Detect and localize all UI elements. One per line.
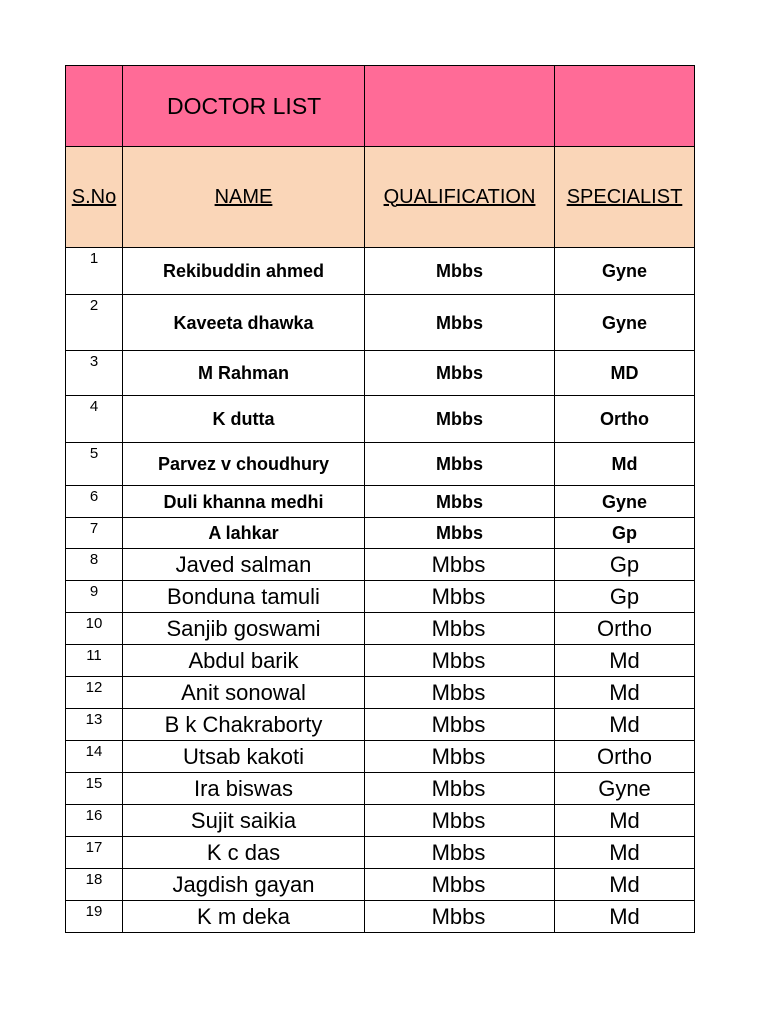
name-cell: Jagdish gayan	[123, 869, 365, 901]
specialist-cell: Md	[555, 837, 695, 869]
specialist-cell: Gyne	[555, 248, 695, 295]
table-row	[66, 773, 695, 805]
qualification-cell: Mbbs	[365, 443, 555, 486]
name-cell: Kaveeta dhawka	[123, 295, 365, 351]
specialist-cell: Ortho	[555, 741, 695, 773]
specialist-cell: Gyne	[555, 773, 695, 805]
qualification-cell: Mbbs	[365, 613, 555, 645]
name-cell: K dutta	[123, 396, 365, 443]
table-row	[66, 677, 695, 709]
sno-cell: 18	[66, 869, 123, 901]
sno-cell: 11	[66, 645, 123, 677]
qualification-cell: Mbbs	[365, 709, 555, 741]
qualification-cell: Mbbs	[365, 396, 555, 443]
name-cell: Anit sonowal	[123, 677, 365, 709]
name-cell: B k Chakraborty	[123, 709, 365, 741]
sno-cell: 9	[66, 581, 123, 613]
name-cell: Abdul barik	[123, 645, 365, 677]
sno-cell: 2	[66, 295, 123, 351]
qualification-cell: Mbbs	[365, 773, 555, 805]
specialist-cell: Gyne	[555, 295, 695, 351]
sno-cell: 8	[66, 549, 123, 581]
name-cell: Parvez v choudhury	[123, 443, 365, 486]
sno-cell: 6	[66, 486, 123, 518]
header-qualification: QUALIFICATION	[365, 147, 555, 248]
title-row	[66, 66, 695, 147]
sno-cell: 12	[66, 677, 123, 709]
qualification-cell: Mbbs	[365, 351, 555, 396]
qualification-cell: Mbbs	[365, 581, 555, 613]
name-cell: Utsab kakoti	[123, 741, 365, 773]
specialist-cell: MD	[555, 351, 695, 396]
name-cell: Duli khanna medhi	[123, 486, 365, 518]
qualification-cell: Mbbs	[365, 869, 555, 901]
specialist-cell: Gp	[555, 549, 695, 581]
name-cell: Sujit saikia	[123, 805, 365, 837]
title-empty-cell	[66, 66, 123, 147]
sno-cell: 15	[66, 773, 123, 805]
name-cell: Sanjib goswami	[123, 613, 365, 645]
sno-cell: 10	[66, 613, 123, 645]
table-title: DOCTOR LIST	[123, 66, 365, 147]
specialist-cell: Md	[555, 805, 695, 837]
name-cell: M Rahman	[123, 351, 365, 396]
specialist-cell: Md	[555, 869, 695, 901]
table-row	[66, 443, 695, 486]
specialist-cell: Gyne	[555, 486, 695, 518]
name-cell: Ira biswas	[123, 773, 365, 805]
header-specialist: SPECIALIST	[555, 147, 695, 248]
table-row	[66, 396, 695, 443]
table-row	[66, 805, 695, 837]
specialist-cell: Ortho	[555, 396, 695, 443]
name-cell: A lahkar	[123, 518, 365, 549]
table-row	[66, 901, 695, 933]
qualification-cell: Mbbs	[365, 741, 555, 773]
name-cell: Javed salman	[123, 549, 365, 581]
name-cell: K c das	[123, 837, 365, 869]
title-empty-cell	[365, 66, 555, 147]
table-row	[66, 837, 695, 869]
name-cell: K m deka	[123, 901, 365, 933]
table-row	[66, 613, 695, 645]
table-row	[66, 486, 695, 518]
qualification-cell: Mbbs	[365, 837, 555, 869]
table-row	[66, 741, 695, 773]
sno-cell: 4	[66, 396, 123, 443]
sno-cell: 17	[66, 837, 123, 869]
table-row	[66, 581, 695, 613]
name-cell: Bonduna tamuli	[123, 581, 365, 613]
sno-cell: 13	[66, 709, 123, 741]
qualification-cell: Mbbs	[365, 248, 555, 295]
sno-cell: 19	[66, 901, 123, 933]
sno-cell: 7	[66, 518, 123, 549]
qualification-cell: Mbbs	[365, 486, 555, 518]
specialist-cell: Ortho	[555, 613, 695, 645]
specialist-cell: Md	[555, 677, 695, 709]
table-row	[66, 645, 695, 677]
header-row	[66, 147, 695, 248]
doctor-list-table	[65, 65, 695, 933]
sno-cell: 3	[66, 351, 123, 396]
qualification-cell: Mbbs	[365, 805, 555, 837]
name-cell: Rekibuddin ahmed	[123, 248, 365, 295]
specialist-cell: Md	[555, 901, 695, 933]
qualification-cell: Mbbs	[365, 518, 555, 549]
specialist-cell: Gp	[555, 581, 695, 613]
specialist-cell: Md	[555, 443, 695, 486]
header-name: NAME	[123, 147, 365, 248]
table-row	[66, 518, 695, 549]
table-row	[66, 709, 695, 741]
sno-cell: 14	[66, 741, 123, 773]
specialist-cell: Md	[555, 645, 695, 677]
table-row	[66, 248, 695, 295]
qualification-cell: Mbbs	[365, 295, 555, 351]
qualification-cell: Mbbs	[365, 901, 555, 933]
qualification-cell: Mbbs	[365, 645, 555, 677]
table-row	[66, 351, 695, 396]
specialist-cell: Gp	[555, 518, 695, 549]
sno-cell: 5	[66, 443, 123, 486]
table-row	[66, 869, 695, 901]
sno-cell: 1	[66, 248, 123, 295]
qualification-cell: Mbbs	[365, 677, 555, 709]
title-empty-cell	[555, 66, 695, 147]
sno-cell: 16	[66, 805, 123, 837]
header-sno: S.No	[66, 147, 123, 248]
qualification-cell: Mbbs	[365, 549, 555, 581]
specialist-cell: Md	[555, 709, 695, 741]
table-row	[66, 295, 695, 351]
table-row	[66, 549, 695, 581]
